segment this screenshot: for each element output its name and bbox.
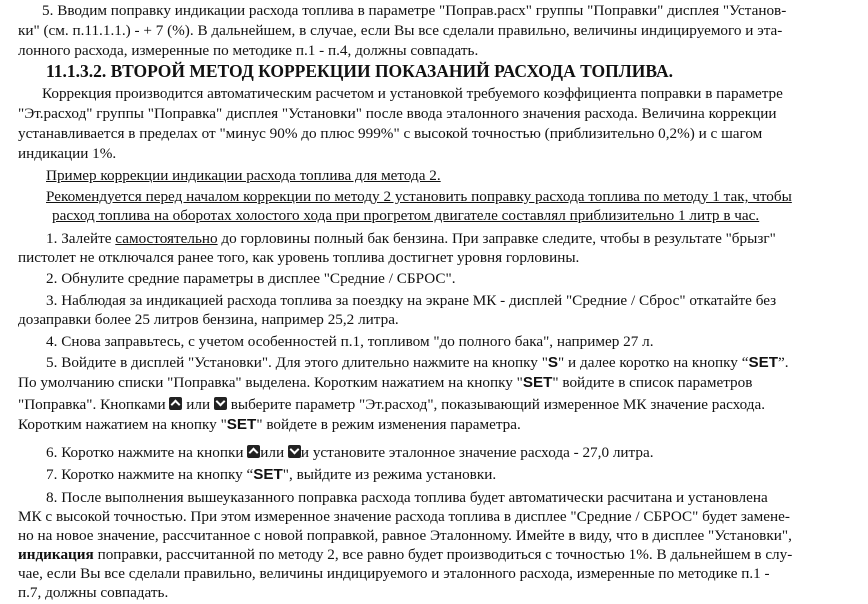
step2: 2. Обнулите средние параметры в дисплее "Средние / СБРОС". bbox=[46, 270, 456, 287]
step1-underlined-word: самостоятельно bbox=[115, 230, 218, 247]
step3-line1: 3. Наблюдая за индикацией расхода топлива за поездку на экране МК - дисплей "Средние / Сброс" откатайте без bbox=[46, 292, 777, 309]
step5-text-i: " войдете в режим изменения параметра. bbox=[256, 416, 521, 433]
step5-text-c: ”. bbox=[778, 354, 789, 371]
para5-line1: 5. Вводим поправку индикации расхода топлива в параметре "Поправ.расх" группы "Поправки" дисплея "Установ- bbox=[42, 2, 787, 19]
step5-text-f: "Поправка". Кнопками bbox=[18, 396, 170, 413]
step1-line1 bbox=[46, 230, 776, 248]
intro-line3: устанавливается в пределах от "минус 90% до плюс 999%" с высокой точностью (приблизительно 0,2%) и с шагом bbox=[18, 125, 763, 142]
step5-text-b: " и далее коротко на кнопку “ bbox=[558, 354, 749, 371]
arrow-down-button-icon bbox=[288, 445, 301, 458]
step8-line6: п.7, должны совпадать. bbox=[18, 584, 169, 601]
recommend-line1: Рекомендуется перед началом коррекции по методу 2 установить поправку расхода топлива по методу 1 так, чтобы bbox=[46, 188, 792, 205]
step5-text-g: выберите параметр "Эт.расход", показывающий измеренное МК значение расхода. bbox=[226, 396, 766, 413]
step8-line2: МК с высокой точностью. При этом измеренное значение расхода топлива в дисплее "Средние / СБРОС" будет замене- bbox=[18, 508, 790, 525]
key-set-label: SET bbox=[522, 374, 553, 391]
step1-line2: пистолет не отключался ранее того, как уровень топлива достигнет уровня горловины. bbox=[18, 249, 580, 266]
step6 bbox=[46, 444, 654, 462]
step3-line2: дозаправки более 25 литров бензина, например 25,2 литра. bbox=[18, 311, 399, 328]
para5-line2: ки" (см. п.11.1.1.) - + 7 (%). В дальнейшем, в случае, если Вы все сделали правильно, величины индицируемого и эта- bbox=[18, 22, 783, 39]
key-set-label: SET bbox=[253, 466, 283, 483]
step5-text-h: Коротким нажатием на кнопку " bbox=[18, 416, 227, 433]
step8-line4 bbox=[18, 546, 792, 564]
step1-text-b: до горловины полный бак бензина. При заправке следите, чтобы в результате "брызг" bbox=[217, 230, 776, 247]
step5-line3 bbox=[18, 396, 765, 414]
step6-text-b: и установите эталонное значение расхода - 27,0 литра. bbox=[300, 444, 654, 461]
step8-line1: 8. После выполнения вышеуказанного поправка расхода топлива будет автоматически расчитана и установлена bbox=[46, 489, 768, 506]
step8-text-4: поправки, рассчитанной по методу 2, все равно будет производиться с точностью 1%. В дальнейшем в слу- bbox=[93, 546, 793, 563]
step8-bold-word: индикация bbox=[18, 546, 94, 563]
step4: 4. Снова заправьтесь, с учетом особенностей п.1, топливом "до полного бака", например 27 л. bbox=[46, 333, 654, 350]
recommend-line2: расход топлива на оборотах холостого хода при прогретом двигателе составлял приблизительно 1 литр в час. bbox=[52, 207, 760, 224]
arrow-up-button-icon bbox=[169, 397, 182, 410]
step1-text-a: 1. Залейте bbox=[46, 230, 116, 247]
step6-text-a: 6. Коротко нажмите на кнопки bbox=[46, 444, 248, 461]
key-s-label: S bbox=[547, 354, 559, 371]
example-title: Пример коррекции индикации расхода топлива для метода 2. bbox=[46, 167, 441, 184]
step5-line2 bbox=[18, 374, 752, 392]
step5-line4 bbox=[18, 416, 521, 434]
para5-line3: лонного расхода, измеренные по методике п.1 - п.4, должны совпадать. bbox=[18, 42, 479, 59]
intro-line1: Коррекция производится автоматическим расчетом и установкой требуемого коэффициента поправки в параметре bbox=[42, 85, 783, 102]
step5-text-e: " войдите в список параметров bbox=[552, 374, 753, 391]
step6-text-or: или bbox=[260, 444, 288, 461]
step7-text-a: 7. Коротко нажмите на кнопку “ bbox=[46, 466, 254, 483]
step5-text-a: 5. Войдите в дисплей "Установки". Для этого длительно нажмите на кнопку " bbox=[46, 354, 548, 371]
step8-line5: чае, если Вы все сделали правильно, величины индицируемого и эталонного расхода, измеренные по методике п.1 - bbox=[18, 565, 770, 582]
step7-text-b: ", выйдите из режима установки. bbox=[282, 466, 497, 483]
section-heading: 11.1.3.2. ВТОРОЙ МЕТОД КОРРЕКЦИИ ПОКАЗАНИЙ РАСХОДА ТОПЛИВА. bbox=[46, 61, 673, 81]
intro-line2: "Эт.расход" группы "Поправка" дисплея "Установки" после ввода эталонного значения расхода. Величина коррекции bbox=[18, 105, 777, 122]
step5-text-d: По умолчанию списки "Поправка" выделена. Коротким нажатием на кнопку " bbox=[18, 374, 523, 391]
step5-text-or: или bbox=[182, 396, 214, 413]
intro-line4: индикации 1%. bbox=[18, 145, 117, 162]
arrow-up-button-icon bbox=[247, 445, 260, 458]
arrow-down-button-icon bbox=[214, 397, 227, 410]
step8-line3: но на новое значение, рассчитанное с новой поправкой, равное Эталонному. Имейте в виду, что в дисплее "Установки", bbox=[18, 527, 792, 544]
key-set-label: SET bbox=[748, 354, 778, 371]
key-set-label: SET bbox=[226, 416, 257, 433]
step5-line1 bbox=[46, 354, 789, 372]
step7 bbox=[46, 466, 496, 484]
